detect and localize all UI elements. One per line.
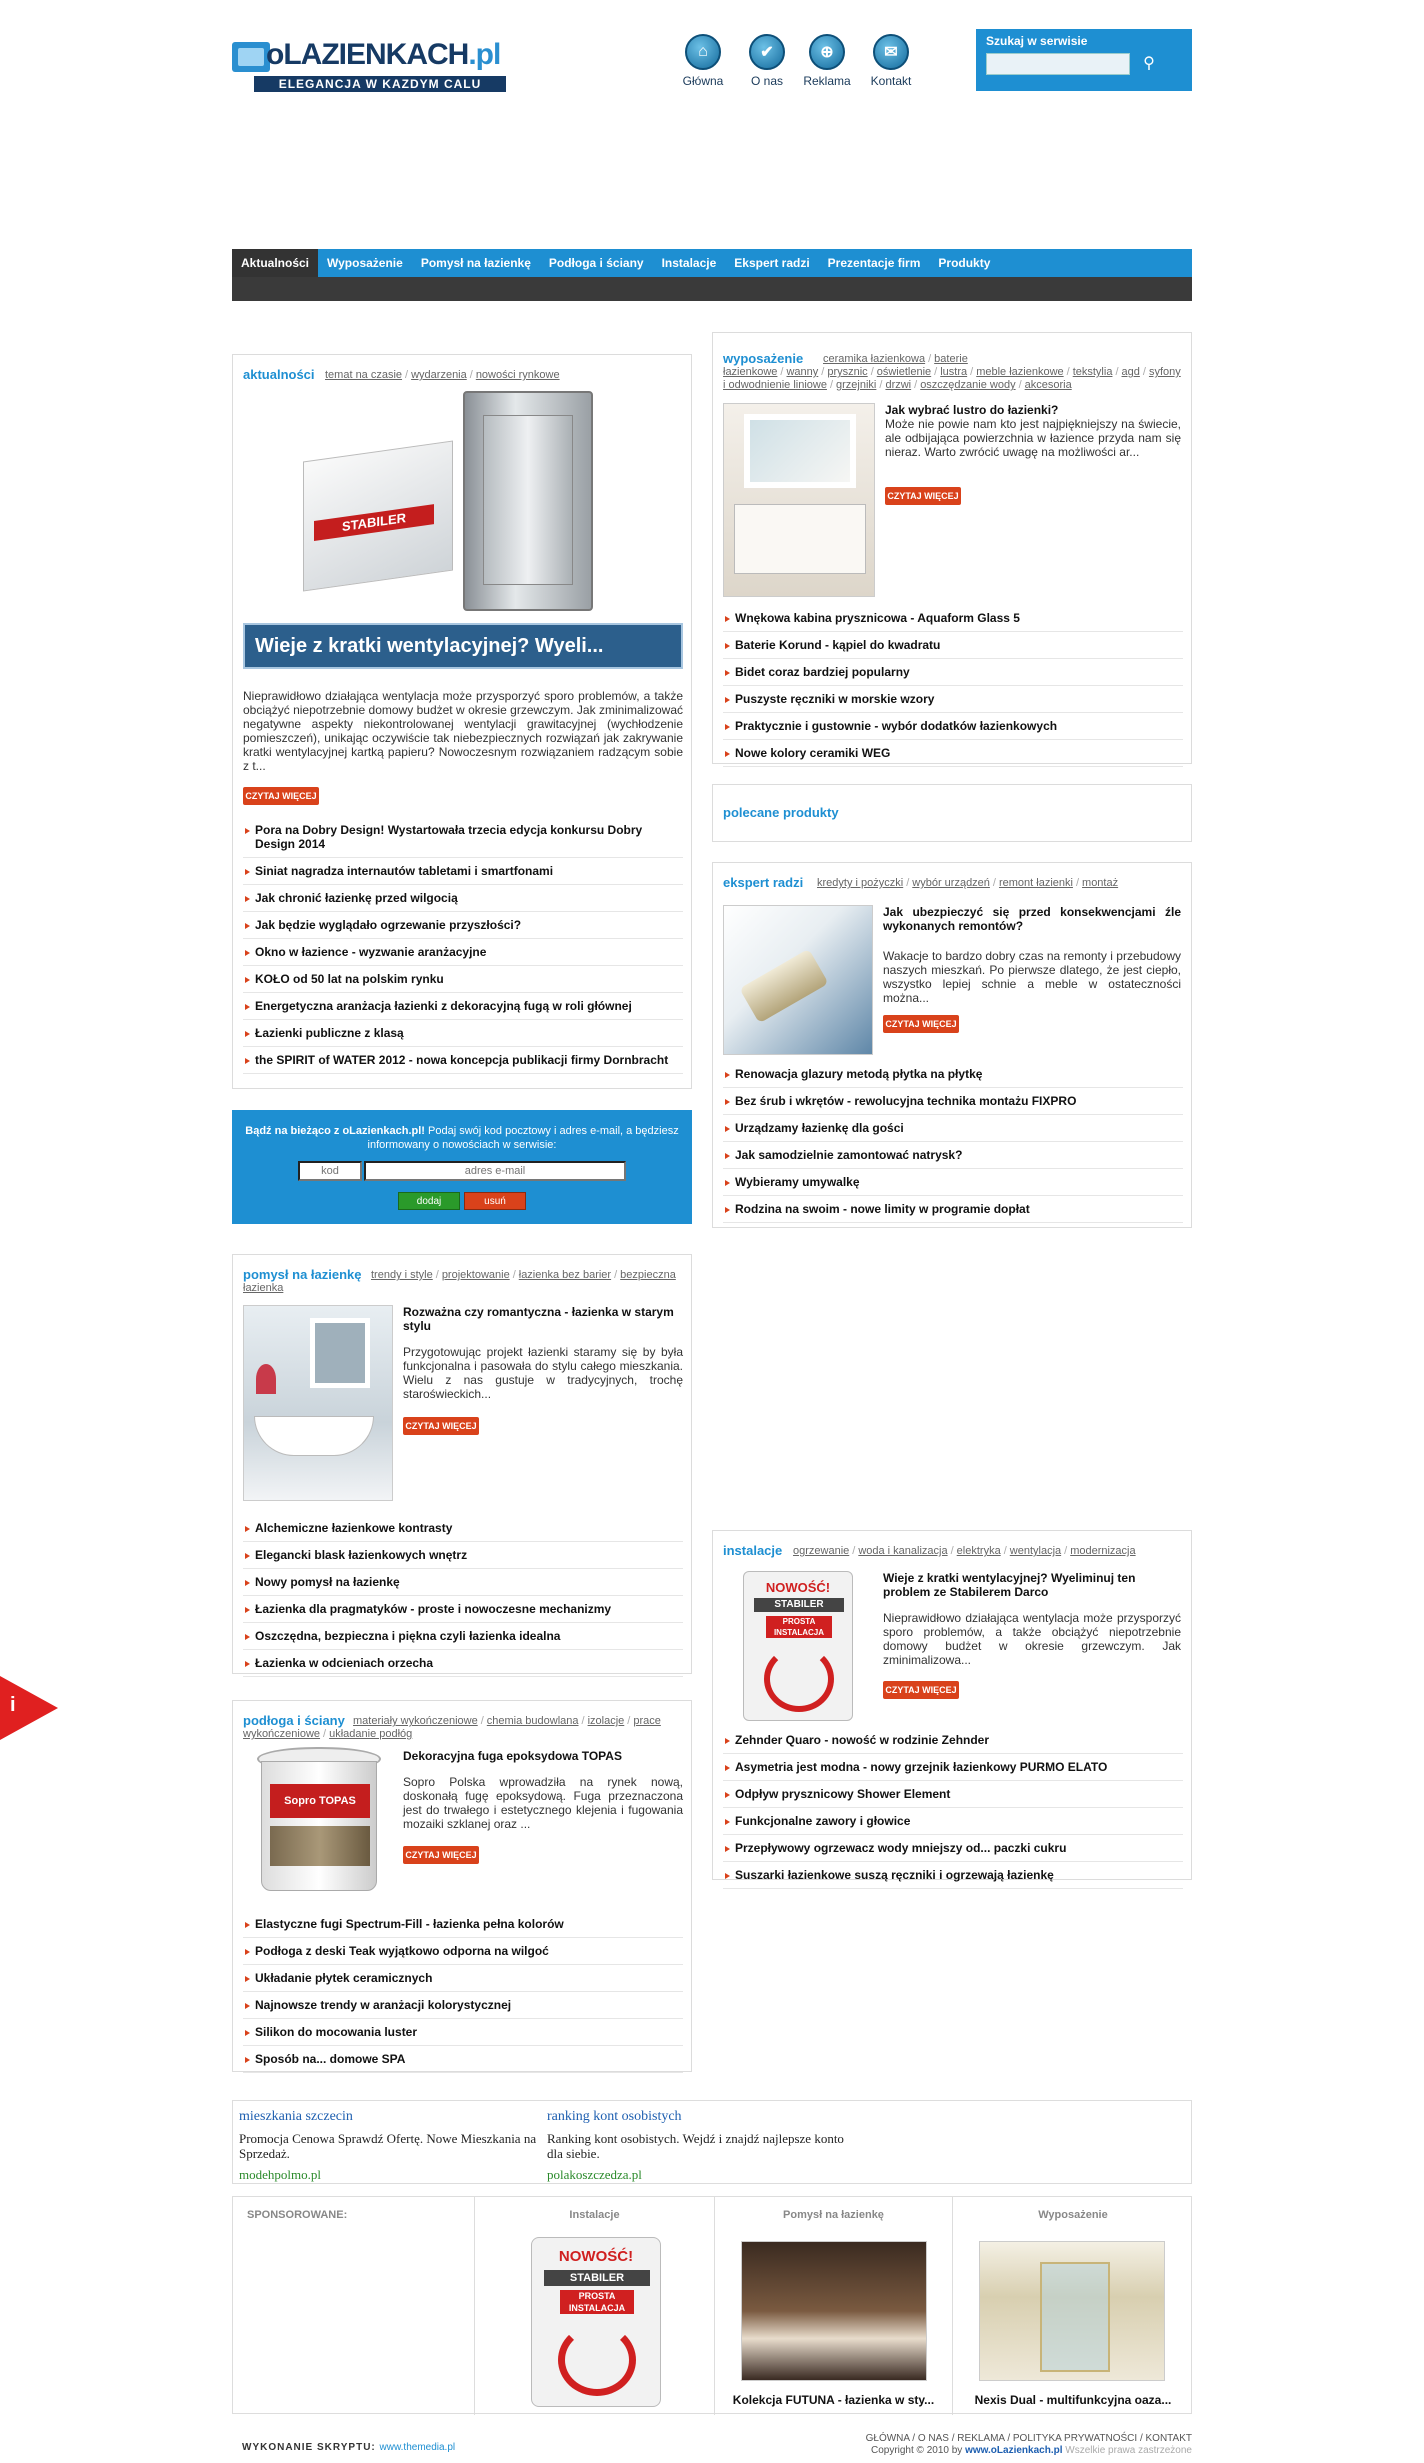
instalacje-box bbox=[712, 1530, 1192, 1880]
topnav-glowna[interactable] bbox=[668, 34, 738, 88]
product-box-image bbox=[303, 440, 453, 591]
search-input[interactable] bbox=[986, 53, 1130, 75]
tag-link[interactable]: drzwi bbox=[885, 379, 912, 391]
logo-icon bbox=[232, 42, 270, 72]
tag-link[interactable]: kredyty i pożyczki bbox=[817, 877, 904, 889]
postal-code-input[interactable] bbox=[298, 1161, 362, 1181]
list-item[interactable]: Sposób na... domowe SPA bbox=[243, 2046, 683, 2073]
tag-link[interactable]: akcesoria bbox=[1024, 379, 1072, 391]
list-item[interactable]: Puszyste ręczniki w morskie wzory bbox=[723, 686, 1183, 713]
tag-link[interactable]: meble łazienkowe bbox=[976, 366, 1064, 378]
tag-link[interactable]: układanie podłóg bbox=[329, 1728, 413, 1740]
sub-nav-bar bbox=[232, 277, 1192, 301]
bucket-label: Sopro TOPAS bbox=[270, 1784, 370, 1818]
read-more-button[interactable]: CZYTAJ WIĘCEJ bbox=[403, 1417, 479, 1435]
sponsored-caption[interactable]: Kolekcja FUTUNA - łazienka w sty... bbox=[732, 2393, 935, 2407]
list-item[interactable]: Suszarki łazienkowe suszą ręczniki i ogrzewają łazienkę bbox=[723, 1862, 1183, 1889]
list-item[interactable]: Jak samodzielnie zamontować natrysk? bbox=[723, 1142, 1183, 1169]
logo-ext: .pl bbox=[468, 38, 501, 71]
tag-link[interactable]: trendy i style bbox=[371, 1269, 433, 1281]
promo-line-1: NOWOŚĆ! bbox=[765, 1580, 831, 1595]
list-item[interactable]: Jak będzie wyglądało ogrzewanie przyszłości? bbox=[243, 912, 683, 939]
tag-link[interactable]: chemia budowlana bbox=[486, 1715, 579, 1727]
sponsored-head[interactable]: Pomysł na łazienkę bbox=[783, 2209, 884, 2221]
topnav-label: Reklama bbox=[803, 74, 851, 88]
text-ads bbox=[232, 2100, 1192, 2184]
tag-link[interactable]: modernizacja bbox=[1070, 1545, 1136, 1557]
list-item[interactable]: Okno w łazience - wyzwanie aranżacyjne bbox=[243, 939, 683, 966]
ad-url[interactable]: polakoszczedza.pl bbox=[547, 2167, 642, 2182]
paint-brush-image[interactable] bbox=[723, 905, 873, 1055]
copyright-text: Copyright © 2010 by bbox=[870, 2445, 966, 2456]
article-excerpt: Może nie powie nam kto jest najpiękniejszy na świecie, ale odbijająca powierzchnia w łazience przyda nam się nieraz. Warto zwrócić uwagę na możliwości ar... bbox=[885, 417, 1181, 459]
mail-icon: ✉ bbox=[873, 34, 909, 70]
podloga-box bbox=[232, 1700, 692, 2072]
read-more-button[interactable]: CZYTAJ WIĘCEJ bbox=[885, 487, 961, 505]
list-item[interactable]: Oszczędna, bezpieczna i piękna czyli łazienka idealna bbox=[243, 1623, 683, 1650]
article-excerpt: Wakacje to bardzo dobry czas na remonty i przebudowy naszych mieszkań. Po pierwsze dlatego, że jest ciepło, wszystko lepiej schnie a meble w ostateczności można... bbox=[883, 949, 1181, 1005]
info-icon[interactable]: i bbox=[10, 1694, 16, 1716]
section-heading[interactable]: wyposażenie bbox=[723, 351, 804, 366]
article-excerpt: Nieprawidłowo działająca wentylacja może przysporzyć sporo problemów, a także obciążyć niepotrzebnie domowy budżet w okresie grzewczym. Jak zminimalizować negatywne aspekty niekontrolowanej wentylacji grawitacyjnej (wychłodzenie pomieszczeń), unikając oczywiście tak niebezpiecznych rozwiązań jak zakrywanie kratki wentylacyjnej kartką papieru? Nowoczesnym rozwiązaniem radzącym sobie z t... bbox=[243, 689, 683, 773]
list-item[interactable]: Łazienka dla pragmatyków - proste i nowoczesne mechanizmy bbox=[243, 1596, 683, 1623]
expert-list bbox=[723, 1061, 1183, 1223]
idea-list bbox=[243, 1515, 683, 1677]
tag-list: kredyty i pożyczki / wybór urządzeń / remont łazienki / montaż bbox=[817, 877, 1119, 889]
tag-link[interactable]: temat na czasie bbox=[325, 369, 403, 381]
home-icon: ⌂ bbox=[685, 34, 721, 70]
list-item[interactable]: Energetyczna aranżacja łazienki z dekoracyjną fugą w roli głównej bbox=[243, 993, 683, 1020]
sponsored-caption[interactable]: Nexis Dual - multifunkcyjna oaza... bbox=[974, 2393, 1172, 2407]
tag-link[interactable]: oszczędzanie wody bbox=[920, 379, 1016, 391]
tag-link[interactable]: prace wykończeniowe bbox=[243, 1715, 661, 1740]
list-item[interactable]: Renowacja glazury metodą płytka na płytkę bbox=[723, 1061, 1183, 1088]
list-item[interactable]: Bez śrub i wkrętów - rewolucyjna technika montażu FIXPRO bbox=[723, 1088, 1183, 1115]
tag-link[interactable]: baterie łazienkowe bbox=[723, 353, 968, 378]
list-item[interactable]: Podłoga z deski Teak wyjątkowo odporna na wilgoć bbox=[243, 1938, 683, 1965]
sponsored-label-col bbox=[233, 2197, 475, 2415]
section-heading[interactable]: polecane produkty bbox=[723, 805, 839, 820]
list-item[interactable]: KOŁO od 50 lat na polskim rynku bbox=[243, 966, 683, 993]
list-item[interactable]: Wnękowa kabina prysznicowa - Aquaform Glass 5 bbox=[723, 605, 1183, 632]
pomysl-box bbox=[232, 1254, 692, 1674]
list-item[interactable]: Siniat nagradza internautów tabletami i smartfonami bbox=[243, 858, 683, 885]
nav-pomysl[interactable]: Pomysł na łazienkę bbox=[420, 256, 531, 270]
promo-line-2: STABILER bbox=[544, 2270, 650, 2286]
footer-credit bbox=[242, 2442, 455, 2453]
copyright-rights: Wszelkie prawa zastrzeżone bbox=[1062, 2445, 1192, 2456]
footer-right bbox=[866, 2433, 1192, 2457]
info-badge[interactable] bbox=[0, 1676, 58, 1740]
email-input[interactable] bbox=[364, 1161, 626, 1181]
newsletter-text-body: Podaj swój kod pocztowy i adres e-mail, a będziesz informowany o nowościach w serwisie: bbox=[367, 1125, 679, 1151]
sponsored-col[interactable] bbox=[953, 2197, 1193, 2415]
nav-produkty[interactable]: Produkty bbox=[938, 256, 991, 270]
sponsored-col[interactable] bbox=[715, 2197, 953, 2415]
promo-line-1: NOWOŚĆ! bbox=[558, 2248, 634, 2265]
metal-frame-image bbox=[463, 391, 593, 611]
sopro-bucket-image[interactable] bbox=[247, 1747, 391, 1897]
ekspert-box bbox=[712, 862, 1192, 1228]
list-item[interactable]: Najnowsze trendy w aranżacji kolorystycznej bbox=[243, 1992, 683, 2019]
tag-link[interactable]: woda i kanalizacja bbox=[858, 1545, 948, 1557]
tag-link[interactable]: wybór urządzeń bbox=[912, 877, 990, 889]
sponsored-head[interactable]: Instalacje bbox=[569, 2209, 620, 2221]
article-title[interactable]: Rozważna czy romantyczna - łazienka w starym stylu bbox=[403, 1305, 674, 1333]
tag-link[interactable]: wydarzenia bbox=[411, 369, 467, 381]
tag-link[interactable]: grzejniki bbox=[836, 379, 877, 391]
ad-desc: Ranking kont osobistych. Wejdź i znajdź najlepsze konto dla siebie. bbox=[547, 2131, 844, 2161]
footer-links[interactable]: GŁÓWNA / O NAS / REKLAMA / POLITYKA PRYWATNOŚCI / KONTAKT bbox=[865, 2433, 1192, 2444]
article-excerpt: Przygotowując projekt łazienki staramy się by była funkcjonalna i pasowała do stylu całego mieszkania. Wielu z nas gustuje w tradycyjnych, trochę staroświeckich... bbox=[403, 1345, 683, 1401]
tag-link[interactable]: lustra bbox=[940, 366, 968, 378]
ad-title[interactable]: mieszkania szczecin bbox=[239, 2109, 353, 2124]
ad-item[interactable] bbox=[239, 2109, 539, 2183]
list-item[interactable]: the SPIRIT of WATER 2012 - nowa koncepcja publikacji firmy Dornbracht bbox=[243, 1047, 683, 1074]
tag-link[interactable]: projektowanie bbox=[441, 1269, 510, 1281]
topnav-label: O nas bbox=[750, 74, 783, 88]
list-item[interactable]: Nowy pomysł na łazienkę bbox=[243, 1569, 683, 1596]
list-item[interactable]: Alchemiczne łazienkowe kontrasty bbox=[243, 1515, 683, 1542]
list-item[interactable]: Elegancki blask łazienkowych wnętrz bbox=[243, 1542, 683, 1569]
article-title[interactable]: Dekoracyjna fuga epoksydowa TOPAS bbox=[403, 1749, 622, 1763]
tag-link[interactable]: syfony i odwodnienie liniowe bbox=[723, 366, 1181, 391]
tag-link[interactable]: łazienka bez barier bbox=[518, 1269, 612, 1281]
tag-list: ogrzewanie / woda i kanalizacja / elektryka / wentylacja / modernizacja bbox=[793, 1545, 1136, 1557]
list-item[interactable]: Łazienki publiczne z klasą bbox=[243, 1020, 683, 1047]
list-item[interactable]: Funkcjonalne zawory i głowice bbox=[723, 1808, 1183, 1835]
sponsored-head[interactable]: Wyposażenie bbox=[1038, 2209, 1108, 2221]
search-panel bbox=[976, 29, 1192, 91]
list-item[interactable]: Odpływ prysznicowy Shower Element bbox=[723, 1781, 1183, 1808]
topnav-label: Główna bbox=[682, 74, 724, 88]
tag-list: trendy i style / projektowanie / łazienka bez barier / bezpieczna łazienka bbox=[243, 1269, 676, 1294]
nav-ekspert[interactable]: Ekspert radzi bbox=[734, 256, 810, 270]
nav-podloga[interactable]: Podłoga i ściany bbox=[548, 256, 644, 270]
check-icon: ✔ bbox=[749, 34, 785, 70]
read-more-button[interactable]: CZYTAJ WIĘCEJ bbox=[883, 1681, 959, 1699]
promo-line-2: STABILER bbox=[754, 1598, 844, 1612]
section-heading[interactable]: pomysł na łazienkę bbox=[243, 1267, 362, 1282]
article-title[interactable]: Wieje z kratki wentylacyjnej? Wyeliminuj ten problem ze Stabilerem Darco bbox=[883, 1571, 1136, 1599]
tag-list: materiały wykończeniowe / chemia budowlana / izolacje / prace wykończeniowe / układanie podłóg bbox=[243, 1715, 661, 1740]
ad-url[interactable]: modehpolmo.pl bbox=[239, 2167, 321, 2182]
article-title[interactable]: Jak wybrać lustro do łazienki? bbox=[885, 403, 1059, 417]
newsletter-text-bold: Bądź na bieżąco z oLazienkach.pl! bbox=[245, 1125, 425, 1137]
stabiler-product-image[interactable] bbox=[303, 391, 603, 621]
floor-list bbox=[243, 1911, 683, 2073]
subscribe-button[interactable]: dodaj bbox=[398, 1192, 460, 1210]
footer-credit-label: WYKONANIE SKRYPTU: bbox=[242, 2442, 376, 2453]
tag-link[interactable]: wanny bbox=[786, 366, 819, 378]
logo-main: oLAZIENKACH bbox=[266, 38, 469, 71]
read-more-button[interactable]: CZYTAJ WIĘCEJ bbox=[403, 1846, 479, 1864]
tag-link[interactable]: izolacje bbox=[587, 1715, 625, 1727]
newsletter-text bbox=[232, 1124, 692, 1152]
wyposazenie-box bbox=[712, 332, 1192, 764]
nav-prezentacje[interactable]: Prezentacje firm bbox=[827, 256, 921, 270]
list-item[interactable]: Przepływowy ogrzewacz wody mniejszy od... paczki cukru bbox=[723, 1835, 1183, 1862]
futuna-bathroom-image[interactable] bbox=[741, 2241, 927, 2381]
tag-link[interactable]: tekstylia bbox=[1072, 366, 1113, 378]
footer-credit-link[interactable]: www.themedia.pl bbox=[379, 2442, 456, 2453]
list-item[interactable]: Pora na Dobry Design! Wystartowała trzecia edycja konkursu Dobry Design 2014 bbox=[243, 817, 683, 858]
list-item[interactable]: Praktycznie i gustownie - wybór dodatków łazienkowych bbox=[723, 713, 1183, 740]
stabiler-promo-image[interactable] bbox=[743, 1571, 853, 1721]
tag-list: temat na czasie / wydarzenia / nowości rynkowe bbox=[325, 369, 560, 381]
list-item[interactable]: Asymetria jest modna - nowy grzejnik łazienkowy PURMO ELATO bbox=[723, 1754, 1183, 1781]
tag-link[interactable]: montaż bbox=[1082, 877, 1119, 889]
mirror-vanity-image[interactable] bbox=[723, 403, 875, 597]
tag-list: ceramika łazienkowa / baterie łazienkowe / wanny / prysznic / oświetlenie / lustra / meble łazienkowe / tekstylia / agd / syfony i odwodnienie liniowe / grzejniki / drzwi / oszczędzanie wody / akcesoria bbox=[723, 353, 1181, 391]
bathroom-sink-image[interactable] bbox=[243, 1305, 393, 1501]
nav-instalacje[interactable]: Instalacje bbox=[661, 256, 717, 270]
article-excerpt: Sopro Polska wprowadziła na rynek nową, doskonałą fugę epoksydową. Fuga przeznaczona jest do trwałego i estetycznego klejenia i fugowania mozaiki szklanej oraz ... bbox=[403, 1775, 683, 1831]
nav-aktualnosci[interactable]: Aktualności bbox=[232, 249, 318, 277]
site-logo[interactable] bbox=[232, 38, 508, 96]
tag-link[interactable]: ogrzewanie bbox=[793, 1545, 850, 1557]
tag-link[interactable]: wentylacja bbox=[1009, 1545, 1062, 1557]
ad-desc: Promocja Cenowa Sprawdź Ofertę. Nowe Mieszkania na Sprzedaż. bbox=[239, 2131, 537, 2161]
stabiler-promo-image[interactable] bbox=[531, 2237, 661, 2407]
tag-link[interactable]: nowości rynkowe bbox=[475, 369, 560, 381]
article-excerpt: Nieprawidłowo działająca wentylacja może przysporzyć sporo problemów, a także obciążyć niepotrzebnie domowy budżet w okresie grzewczym. Jak zminimalizowa... bbox=[883, 1611, 1181, 1667]
topnav-kontakt[interactable] bbox=[856, 34, 926, 88]
nav-wyposazenie[interactable]: Wyposażenie bbox=[327, 256, 403, 270]
aktualnosci-box bbox=[232, 354, 692, 1089]
tag-link[interactable]: materiały wykończeniowe bbox=[353, 1715, 478, 1727]
ad-item[interactable] bbox=[547, 2109, 847, 2183]
section-heading[interactable]: ekspert radzi bbox=[723, 875, 804, 890]
list-item[interactable]: Elastyczne fugi Spectrum-Fill - łazienka pełna kolorów bbox=[243, 1911, 683, 1938]
unsubscribe-button[interactable]: usuń bbox=[464, 1192, 526, 1210]
list-item[interactable]: Urządzamy łazienkę dla gości bbox=[723, 1115, 1183, 1142]
list-item[interactable]: Nowe kolory ceramiki WEG bbox=[723, 740, 1183, 767]
tag-link[interactable]: bezpieczna łazienka bbox=[243, 1269, 676, 1294]
list-item[interactable]: Rodzina na swoim - nowe limity w programie dopłat bbox=[723, 1196, 1183, 1223]
nexis-shower-image[interactable] bbox=[979, 2241, 1165, 2381]
list-item[interactable]: Bidet coraz bardziej popularny bbox=[723, 659, 1183, 686]
section-heading[interactable]: podłoga i ściany bbox=[243, 1713, 345, 1728]
main-nav bbox=[232, 249, 1192, 277]
tag-link[interactable]: remont łazienki bbox=[998, 877, 1073, 889]
target-icon: ⊕ bbox=[809, 34, 845, 70]
sponsored-panel bbox=[232, 2196, 1192, 2414]
sponsored-label: SPONSOROWANE: bbox=[247, 2209, 348, 2221]
list-item[interactable]: Zehnder Quaro - nowość w rodzinie Zehnder bbox=[723, 1727, 1183, 1754]
list-item[interactable]: Baterie Korund - kąpiel do kwadratu bbox=[723, 632, 1183, 659]
slider-title[interactable]: Wieje z kratki wentylacyjnej? Wyeli... bbox=[243, 623, 683, 669]
article-title[interactable]: Jak ubezpieczyć się przed konsekwencjami źle wykonanych remontów? bbox=[883, 905, 1181, 933]
list-item[interactable]: Wybieramy umywalkę bbox=[723, 1169, 1183, 1196]
logo-tagline: ELEGANCJA W KAZDYM CALU bbox=[254, 76, 506, 92]
news-list bbox=[243, 817, 683, 1074]
search-title: Szukaj w serwisie bbox=[986, 34, 1088, 48]
footer-copyright bbox=[866, 2445, 1192, 2457]
tag-link[interactable]: elektryka bbox=[956, 1545, 1001, 1557]
section-heading[interactable]: instalacje bbox=[723, 1543, 783, 1558]
tag-link[interactable]: ceramika łazienkowa bbox=[823, 353, 926, 365]
installations-list bbox=[723, 1727, 1183, 1889]
promo-line-3: PROSTA INSTALACJA bbox=[560, 2290, 634, 2314]
section-heading[interactable]: aktualności bbox=[243, 367, 315, 382]
read-more-button[interactable]: CZYTAJ WIĘCEJ bbox=[883, 1015, 959, 1033]
equipment-list bbox=[723, 605, 1183, 767]
search-icon[interactable]: ⚲ bbox=[1143, 55, 1155, 72]
product-label: STABILER bbox=[314, 504, 434, 541]
topnav-reklama[interactable] bbox=[792, 34, 862, 88]
list-item[interactable]: Łazienka w odcieniach orzecha bbox=[243, 1650, 683, 1677]
tag-link[interactable]: agd bbox=[1121, 366, 1140, 378]
polecane-box bbox=[712, 784, 1192, 842]
list-item[interactable]: Układanie płytek ceramicznych bbox=[243, 1965, 683, 1992]
tag-link[interactable]: prysznic bbox=[827, 366, 868, 378]
copyright-site-link[interactable]: www.oLazienkach.pl bbox=[965, 2445, 1063, 2456]
newsletter-panel bbox=[232, 1110, 692, 1224]
list-item[interactable]: Silikon do mocowania luster bbox=[243, 2019, 683, 2046]
tag-link[interactable]: oświetlenie bbox=[876, 366, 932, 378]
ad-title[interactable]: ranking kont osobistych bbox=[547, 2109, 682, 2124]
read-more-button[interactable]: CZYTAJ WIĘCEJ bbox=[243, 787, 319, 805]
list-item[interactable]: Jak chronić łazienkę przed wilgocią bbox=[243, 885, 683, 912]
sponsored-col[interactable] bbox=[475, 2197, 715, 2415]
promo-line-3: PROSTA INSTALACJA bbox=[766, 1616, 832, 1638]
topnav-label: Kontakt bbox=[870, 74, 912, 88]
